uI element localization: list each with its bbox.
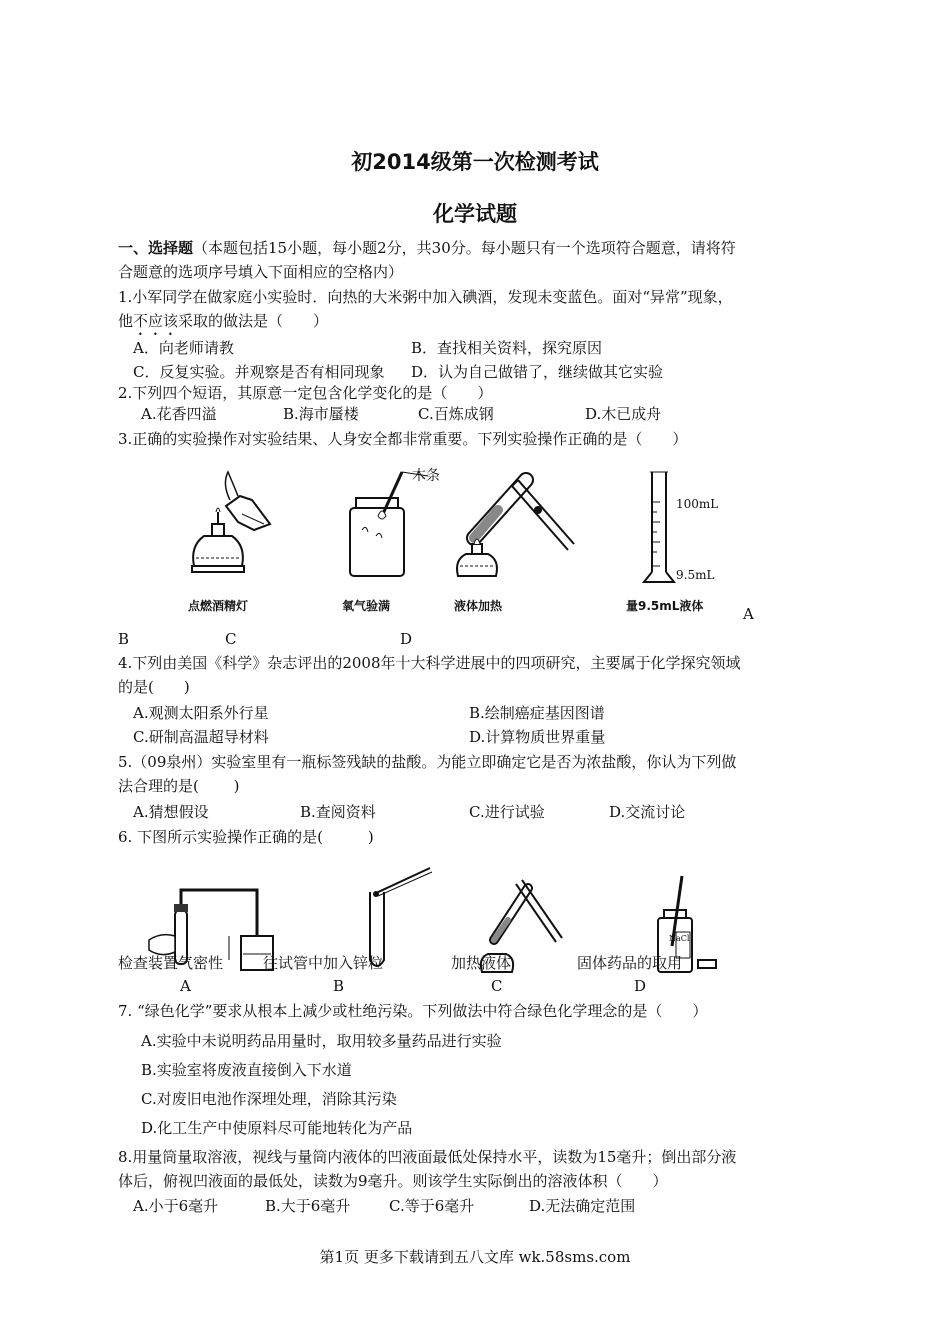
q2-option-a: A.花香四溢: [141, 405, 217, 423]
q3-letter-b: B: [118, 630, 130, 648]
q4-stem-cont: 的是( ): [118, 678, 190, 696]
q4-option-d: D.计算物质世界重量: [469, 728, 606, 746]
q4-option-c: C.研制高温超导材料: [133, 728, 269, 746]
q6-caption-4: 固体药品的取用: [577, 954, 683, 972]
q3-caption-3: 液体加热: [454, 599, 503, 613]
q1-option-a: A．向老师请教: [133, 339, 234, 357]
q7-option-a: A.实验中未说明药品用量时，取用较多量药品进行实验: [141, 1032, 502, 1050]
alcohol-lamp-figure: [182, 466, 282, 584]
q2-option-b: B.海市蜃楼: [283, 405, 359, 423]
q7-stem: 7. “绿色化学”要求从根本上减少或杜绝污染。下列做法中符合绿色化学理念的是（ ）: [118, 1002, 708, 1020]
q6-caption-1: 检查装置气密性: [118, 954, 224, 972]
q6-letter-c: C: [491, 977, 503, 995]
q6-caption-3: 加热液体: [451, 954, 512, 972]
q4-option-a: A.观测太阳系外行星: [133, 704, 269, 722]
q3-letter-c: C: [225, 630, 237, 648]
measuring-cylinder-figure: [640, 466, 680, 588]
q3-caption-2: 氧气验满: [342, 599, 391, 613]
q5-option-d: D.交流讨论: [609, 803, 686, 821]
q5-option-a: A.猜想假设: [133, 803, 209, 821]
section-heading: 一、选择题: [118, 239, 194, 257]
liquid-heating-figure: [448, 466, 578, 584]
q8-option-a: A.小于6毫升: [133, 1197, 219, 1215]
q7-option-b: B.实验室将废液直接倒入下水道: [141, 1061, 352, 1079]
q1-emphasis: 不应该: [133, 312, 179, 330]
q3-stem: 3.正确的实验操作对实验结果、人身安全都非常重要。下列实验操作正确的是（ ）: [118, 430, 688, 448]
q3-label-stick: 木条: [412, 468, 440, 484]
q6-letter-b: B: [333, 977, 345, 995]
q1-option-d: D．认为自己做错了，继续做其它实验: [411, 363, 664, 381]
page-footer: 第1页 更多下载请到五八文库 wk.58sms.com: [319, 1248, 631, 1266]
q2-stem: 2.下列四个短语，其原意一定包含化学变化的是（ ）: [118, 384, 493, 402]
q5-stem-cont: 法合理的是( ): [118, 777, 240, 795]
q8-option-b: B.大于6毫升: [265, 1197, 351, 1215]
q6-letter-a: A: [180, 977, 191, 995]
section-instruction-cont: 合题意的选项序号填入下面相应的空格内）: [118, 263, 404, 281]
q6-stem: 6. 下图所示实验操作正确的是( ): [118, 828, 374, 846]
exam-title: 初2014级第一次检测考试: [351, 150, 599, 174]
q5-stem: 5.（09泉州）实验室里有一瓶标签残缺的盐酸。为能立即确定它是否为浓盐酸，你认为下列做: [118, 753, 737, 771]
q2-option-c: C.百炼成钢: [418, 405, 494, 423]
q1-stem-pre: 他: [118, 312, 134, 330]
q8-stem-cont: 体后，俯视凹液面的最低处，读数为9毫升。则该学生实际倒出的溶液体积（ ）: [118, 1172, 668, 1190]
q4-option-b: B.绘制癌症基因图谱: [469, 704, 605, 722]
q4-stem: 4.下列由美国《科学》杂志评出的2008年十大科学进展中的四项研究，主要属于化学探究领域: [118, 654, 741, 672]
q1-stem-cont: [118, 311, 328, 339]
q1-stem: 1.小军同学在做家庭小实验时．向热的大米粥中加入碘酒，发现未变蓝色。面对“异常”现象，: [118, 288, 733, 306]
q3-letter-d: D: [400, 630, 413, 648]
q1-stem-post: 采取的做法是（ ）: [178, 312, 329, 330]
q3-label-9-5ml: 9.5mL: [676, 568, 715, 582]
q6-caption-2: 往试管中加入锌粒: [263, 954, 384, 972]
exam-subtitle: 化学试题: [433, 202, 517, 226]
q5-option-c: C.进行试验: [469, 803, 545, 821]
section-heading-line: [118, 238, 736, 258]
nacl-label: NaCl: [669, 934, 690, 943]
q2-option-d: D.木已成舟: [585, 405, 662, 423]
q6-letter-d: D: [634, 977, 647, 995]
q3-caption-1: 点燃酒精灯: [188, 599, 249, 613]
q3-label-100ml: 100mL: [676, 497, 719, 511]
q8-stem: 8.用量筒量取溶液，视线与量筒内液体的凹液面最低处保持水平，读数为15毫升；倒出部分液: [118, 1148, 737, 1166]
section-instruction: （本题包括15小题，每小题2分，共30分。每小题只有一个选项符合题意，请将符: [193, 239, 736, 257]
q1-option-b: B．查找相关资料，探究原因: [411, 339, 603, 357]
q7-option-c: C.对废旧电池作深埋处理，消除其污染: [141, 1090, 397, 1108]
q8-option-d: D.无法确定范围: [529, 1197, 636, 1215]
q5-option-b: B.查阅资料: [300, 803, 376, 821]
q3-caption-4: 量9.5mL液体: [626, 599, 704, 613]
q1-option-c: C．反复实验。并观察是否有相同现象: [133, 363, 385, 381]
q7-option-d: D.化工生产中使原料尽可能地转化为产品: [141, 1119, 413, 1137]
q3-letter-a: A: [743, 605, 754, 623]
q8-option-c: C.等于6毫升: [389, 1197, 475, 1215]
